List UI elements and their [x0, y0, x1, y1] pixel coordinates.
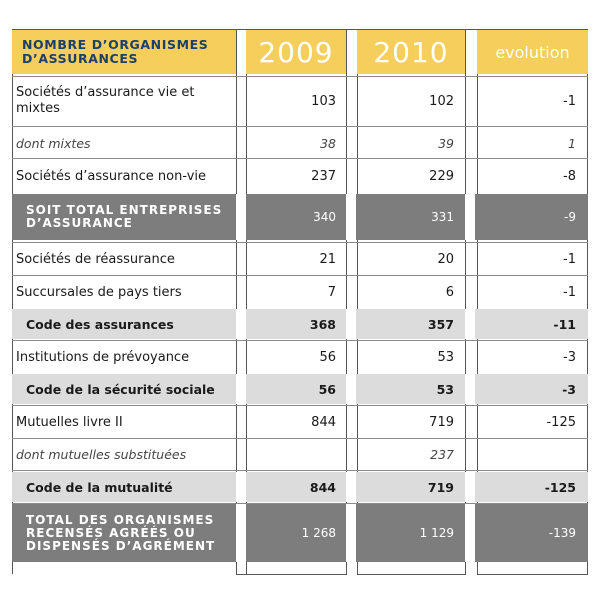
- row-divider: [12, 158, 588, 159]
- row-value-2009: 56: [318, 381, 336, 397]
- row-value-2009: 844: [309, 479, 336, 495]
- row-label: TOTAL DES ORGANISMES RECENSÉS AGRÉÉS OU DISPENSÉS D’AGRÉMENT: [26, 512, 216, 553]
- row-value-2010: 102: [429, 93, 454, 109]
- subtotal-row: [12, 309, 588, 339]
- row-value-2009: 103: [311, 93, 336, 109]
- table-row: [12, 128, 588, 158]
- row-value-2009: 340: [313, 210, 336, 224]
- row-value-2010: 719: [427, 479, 454, 495]
- row-evolution: 1: [568, 135, 576, 151]
- row-value-2010: 229: [429, 168, 454, 184]
- table-row: [12, 276, 588, 308]
- row-value-2009: 844: [311, 414, 336, 430]
- row-value-2010: 53: [436, 381, 454, 397]
- row-value-2009: 237: [311, 168, 336, 184]
- row-evolution: -8: [563, 168, 576, 184]
- row-label: Institutions de prévoyance: [16, 349, 190, 365]
- row-divider: [12, 503, 588, 504]
- row-value-2010: 357: [427, 316, 454, 332]
- row-label: dont mutuelles substituées: [16, 446, 187, 462]
- column-base: [357, 566, 466, 575]
- table-header: [12, 30, 588, 74]
- row-divider: [12, 340, 588, 341]
- row-value-2010: 237: [430, 446, 454, 462]
- table-row: [12, 439, 588, 469]
- row-divider: [12, 405, 588, 406]
- row-label: Sociétés de réassurance: [16, 251, 175, 267]
- subtotal-row: [12, 472, 588, 502]
- row-divider: [12, 242, 588, 243]
- table-row: [12, 341, 588, 373]
- row-evolution: -1: [563, 284, 576, 300]
- row-evolution: -1: [563, 251, 576, 267]
- row-evolution: -125: [546, 414, 576, 430]
- row-label: Succursales de pays tiers: [16, 284, 182, 300]
- row-evolution: [478, 439, 588, 469]
- row-divider: [12, 76, 588, 77]
- header-evolution: evolution: [495, 42, 570, 62]
- row-divider: [12, 126, 588, 127]
- row-evolution: -3: [562, 381, 576, 397]
- table-top-border: [12, 29, 588, 30]
- row-value-2009: 7: [327, 284, 336, 300]
- row-value-2009: 1 268: [301, 526, 336, 540]
- subtotal-row: [12, 374, 588, 404]
- row-label: Sociétés d’assurance vie et mixtes: [16, 85, 195, 116]
- row-evolution: -11: [553, 316, 576, 332]
- table-row: [12, 244, 588, 274]
- row-value-2010: 719: [429, 414, 454, 430]
- row-evolution: -139: [548, 526, 576, 540]
- column-base: [236, 566, 347, 575]
- row-value-2009: 21: [319, 251, 336, 267]
- row-value-2010: 20: [437, 251, 454, 267]
- row-value-2010: 39: [438, 135, 454, 151]
- row-evolution: -125: [544, 479, 576, 495]
- row-value-2010: 1 129: [419, 526, 454, 540]
- row-divider: [12, 470, 588, 471]
- row-divider: [12, 275, 588, 276]
- row-evolution: -1: [563, 93, 576, 109]
- row-label: dont mixtes: [16, 135, 91, 151]
- row-label: Code des assurances: [26, 316, 174, 332]
- row-label: Code de la sécurité sociale: [26, 381, 215, 397]
- row-divider: [12, 438, 588, 439]
- row-label: Sociétés d’assurance non-vie: [16, 168, 207, 184]
- total-row: [12, 194, 588, 240]
- row-value-2010: 6: [445, 284, 454, 300]
- row-value-2010: 53: [437, 349, 454, 365]
- table-row: [12, 406, 588, 438]
- column-base: [477, 566, 588, 575]
- row-value-2009: 368: [309, 316, 336, 332]
- row-label: Code de la mutualité: [26, 479, 173, 495]
- row-label: Mutuelles livre II: [16, 414, 123, 430]
- header-year-2009: 2009: [258, 35, 334, 69]
- row-value-2009: [238, 439, 346, 469]
- row-evolution: -9: [564, 210, 576, 224]
- row-value-2009: 38: [320, 135, 336, 151]
- row-value-2010: 331: [431, 210, 454, 224]
- row-value-2009: 56: [319, 349, 336, 365]
- header-year-2010: 2010: [373, 35, 449, 69]
- row-evolution: -3: [563, 349, 576, 365]
- grand-total-row: [12, 504, 588, 562]
- header-title: NOMBRE D’ORGANISMES D’ASSURANCES: [22, 37, 209, 66]
- row-label: SOIT TOTAL ENTREPRISES D’ASSURANCE: [26, 203, 223, 230]
- table-row: [12, 160, 588, 192]
- table-row: [12, 78, 588, 124]
